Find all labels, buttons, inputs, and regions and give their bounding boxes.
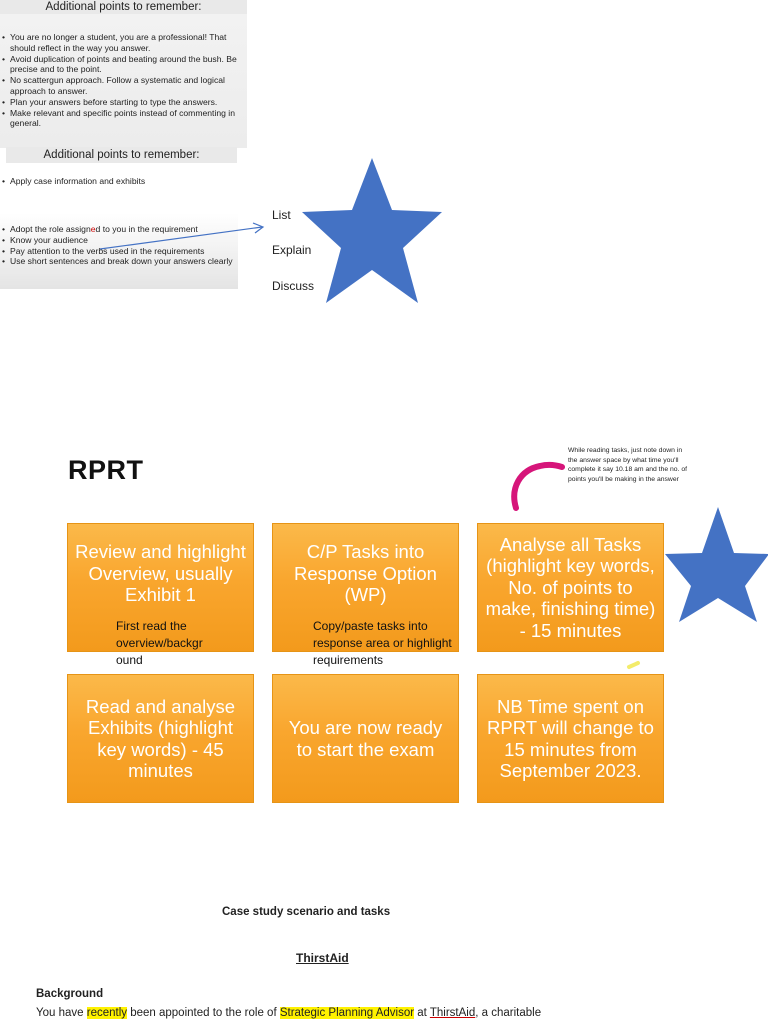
- arrow-line: [100, 227, 262, 249]
- highlighted-text: recently: [86, 1007, 128, 1019]
- list-item: • You are no longer a student, you are a professional! That should reflect in the way you answer.: [0, 32, 246, 54]
- background-paragraph: [36, 1007, 541, 1019]
- box-text: C/P Tasks into Response Option (WP): [294, 541, 437, 606]
- list-item: • Apply case information and exhibits: [0, 176, 236, 187]
- rprt-box-read-exhibits: [67, 674, 254, 803]
- text-run: at: [414, 1007, 430, 1019]
- list-item: • Plan your answers before starting to type the answers.: [0, 97, 246, 108]
- box-text: NB Time spent on RPRT will change to 15 minutes from September 2023.: [487, 695, 654, 781]
- text-run: , a charitable: [475, 1007, 542, 1019]
- list-item-text-tail: d to you in the requirement: [95, 224, 198, 234]
- box-text: You are now ready to start the exam: [288, 717, 443, 760]
- list-item: • Pay attention to the verbs used in the requirements: [0, 246, 236, 257]
- rprt-box-ready: [272, 674, 459, 803]
- highlighted-text: Strategic Planning Advisor: [279, 1007, 415, 1019]
- verb-discuss: Discuss: [272, 279, 315, 293]
- list-item: • No scattergun approach. Follow a systematic and logical approach to answer.: [0, 75, 246, 97]
- rprt-box-analyse-tasks: [477, 523, 664, 652]
- rprt-box-time-note: [477, 674, 664, 803]
- rprt-side-note: While reading tasks, just note down in the answer space by what time you'll complete it say 10.18 am and the no. of points you'll be making in the answer: [568, 447, 688, 483]
- org-name: ThirstAid: [429, 1007, 476, 1019]
- list-item: • Avoid duplication of points and beating around the bush. Be precise and to the point.: [0, 54, 246, 76]
- box-note: Copy/paste tasks into response area or highlight requirements: [313, 619, 452, 667]
- notes-panel-1-title: Additional points to remember:: [0, 0, 247, 14]
- list-item: • Use short sentences and break down your answers clearly: [0, 256, 236, 267]
- box-note: First read the overview/backgr ound: [116, 619, 203, 667]
- star-icon: [302, 158, 442, 303]
- pen-squiggle: [514, 465, 562, 508]
- list-item-mark: e: [90, 224, 96, 234]
- box-text: Read and analyse Exhibits (highlight key words) - 45 minutes: [85, 695, 236, 781]
- verb-explain: Explain: [272, 243, 312, 257]
- list-item: • Make relevant and specific points instead of commenting in general.: [0, 108, 246, 130]
- box-text: Review and highlight Overview, usually Exhibit 1: [75, 541, 246, 606]
- highlight-mark: [629, 663, 638, 667]
- case-study-name: ThirstAid: [296, 951, 349, 965]
- text-run: been appointed to the role of: [127, 1007, 280, 1019]
- list-item-text-lead: Adopt the role assign: [10, 224, 91, 234]
- box-text: Analyse all Tasks (highlight key words, No. of points to make, finishing time) - 15 minutes: [485, 533, 656, 641]
- case-study-title: Case study scenario and tasks: [222, 906, 391, 918]
- star-icon: [665, 507, 768, 622]
- section-heading-background: Background: [36, 988, 104, 1000]
- text-run: You have: [36, 1007, 87, 1019]
- notes-panel-2-title: Additional points to remember:: [6, 147, 237, 163]
- list-item: • Know your audience: [0, 235, 236, 246]
- verb-list: List: [272, 208, 291, 222]
- rprt-title: RPRT: [68, 455, 144, 485]
